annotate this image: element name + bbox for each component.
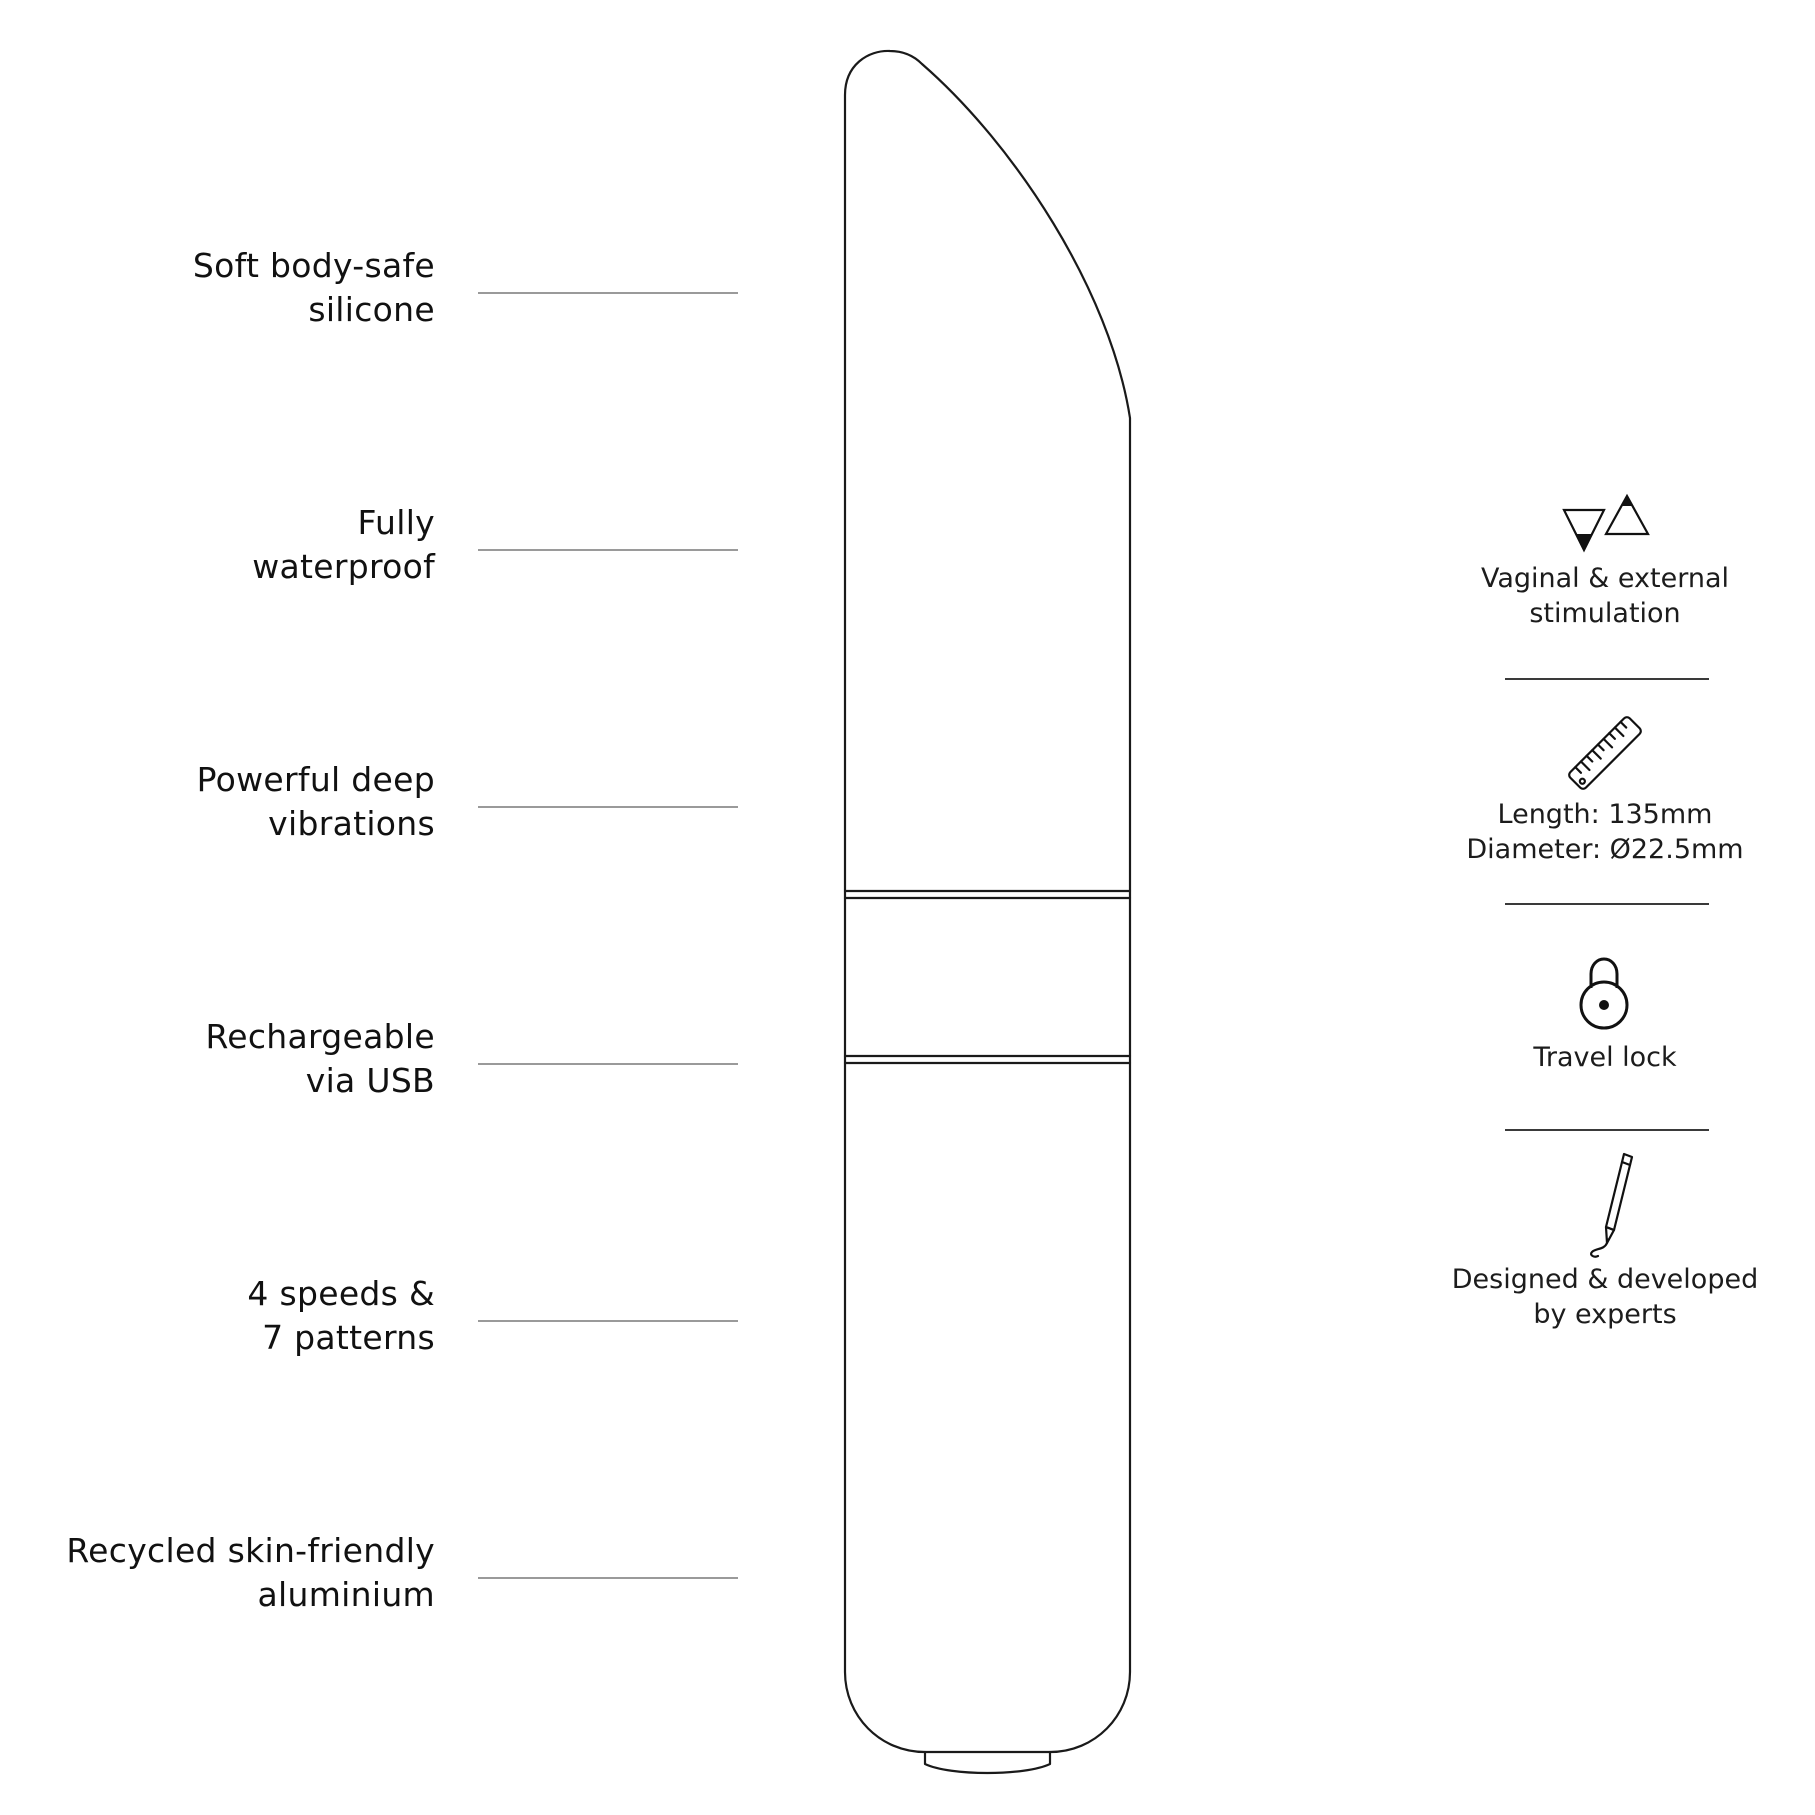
spec-divider-3 [1505, 1129, 1709, 1131]
spec-travel-lock: Travel lock [1533, 1042, 1677, 1073]
spec-length: Length: 135mm [1497, 799, 1713, 830]
feature-silicone-line1: Soft body-safe [192, 246, 435, 285]
feature-aluminium-line2: aluminium [257, 1575, 435, 1614]
spec-divider-1 [1505, 678, 1709, 680]
ruler-icon [1560, 708, 1650, 798]
feature-aluminium-line1: Recycled skin-friendly [66, 1531, 435, 1570]
spec-label-designed [1430, 1262, 1780, 1332]
pencil-icon [1570, 1148, 1640, 1258]
feature-speeds-line1: 4 speeds & [247, 1274, 435, 1313]
feature-usb-line1: Rechargeable [205, 1017, 435, 1056]
product-silhouette [845, 51, 1130, 1752]
spec-stimulation-line1: Vaginal & external [1480, 563, 1730, 594]
feature-speeds-line2: 7 patterns [262, 1318, 435, 1357]
padlock-icon [1574, 954, 1634, 1034]
feature-waterproof-line1: Fully [357, 503, 435, 542]
spec-diameter: Diameter: Ø22.5mm [1466, 834, 1744, 865]
spec-designed-line2: by experts [1533, 1299, 1677, 1330]
feature-vibrations-line1: Powerful deep [196, 760, 435, 799]
feature-silicone-line2: silicone [308, 290, 435, 329]
feature-usb-line2: via USB [305, 1061, 435, 1100]
spec-label-travel-lock [1430, 1040, 1780, 1075]
spec-designed-line1: Designed & developed [1451, 1264, 1759, 1295]
spec-label-dimensions [1430, 797, 1780, 867]
feature-vibrations-line2: vibrations [268, 804, 435, 843]
spec-divider-2 [1505, 903, 1709, 905]
spec-label-stimulation [1430, 561, 1780, 631]
feature-waterproof-line2: waterproof [252, 547, 435, 586]
spec-stimulation-line2: stimulation [1529, 598, 1681, 629]
triangles-icon [1556, 492, 1656, 554]
charging-cap [925, 1752, 1050, 1773]
